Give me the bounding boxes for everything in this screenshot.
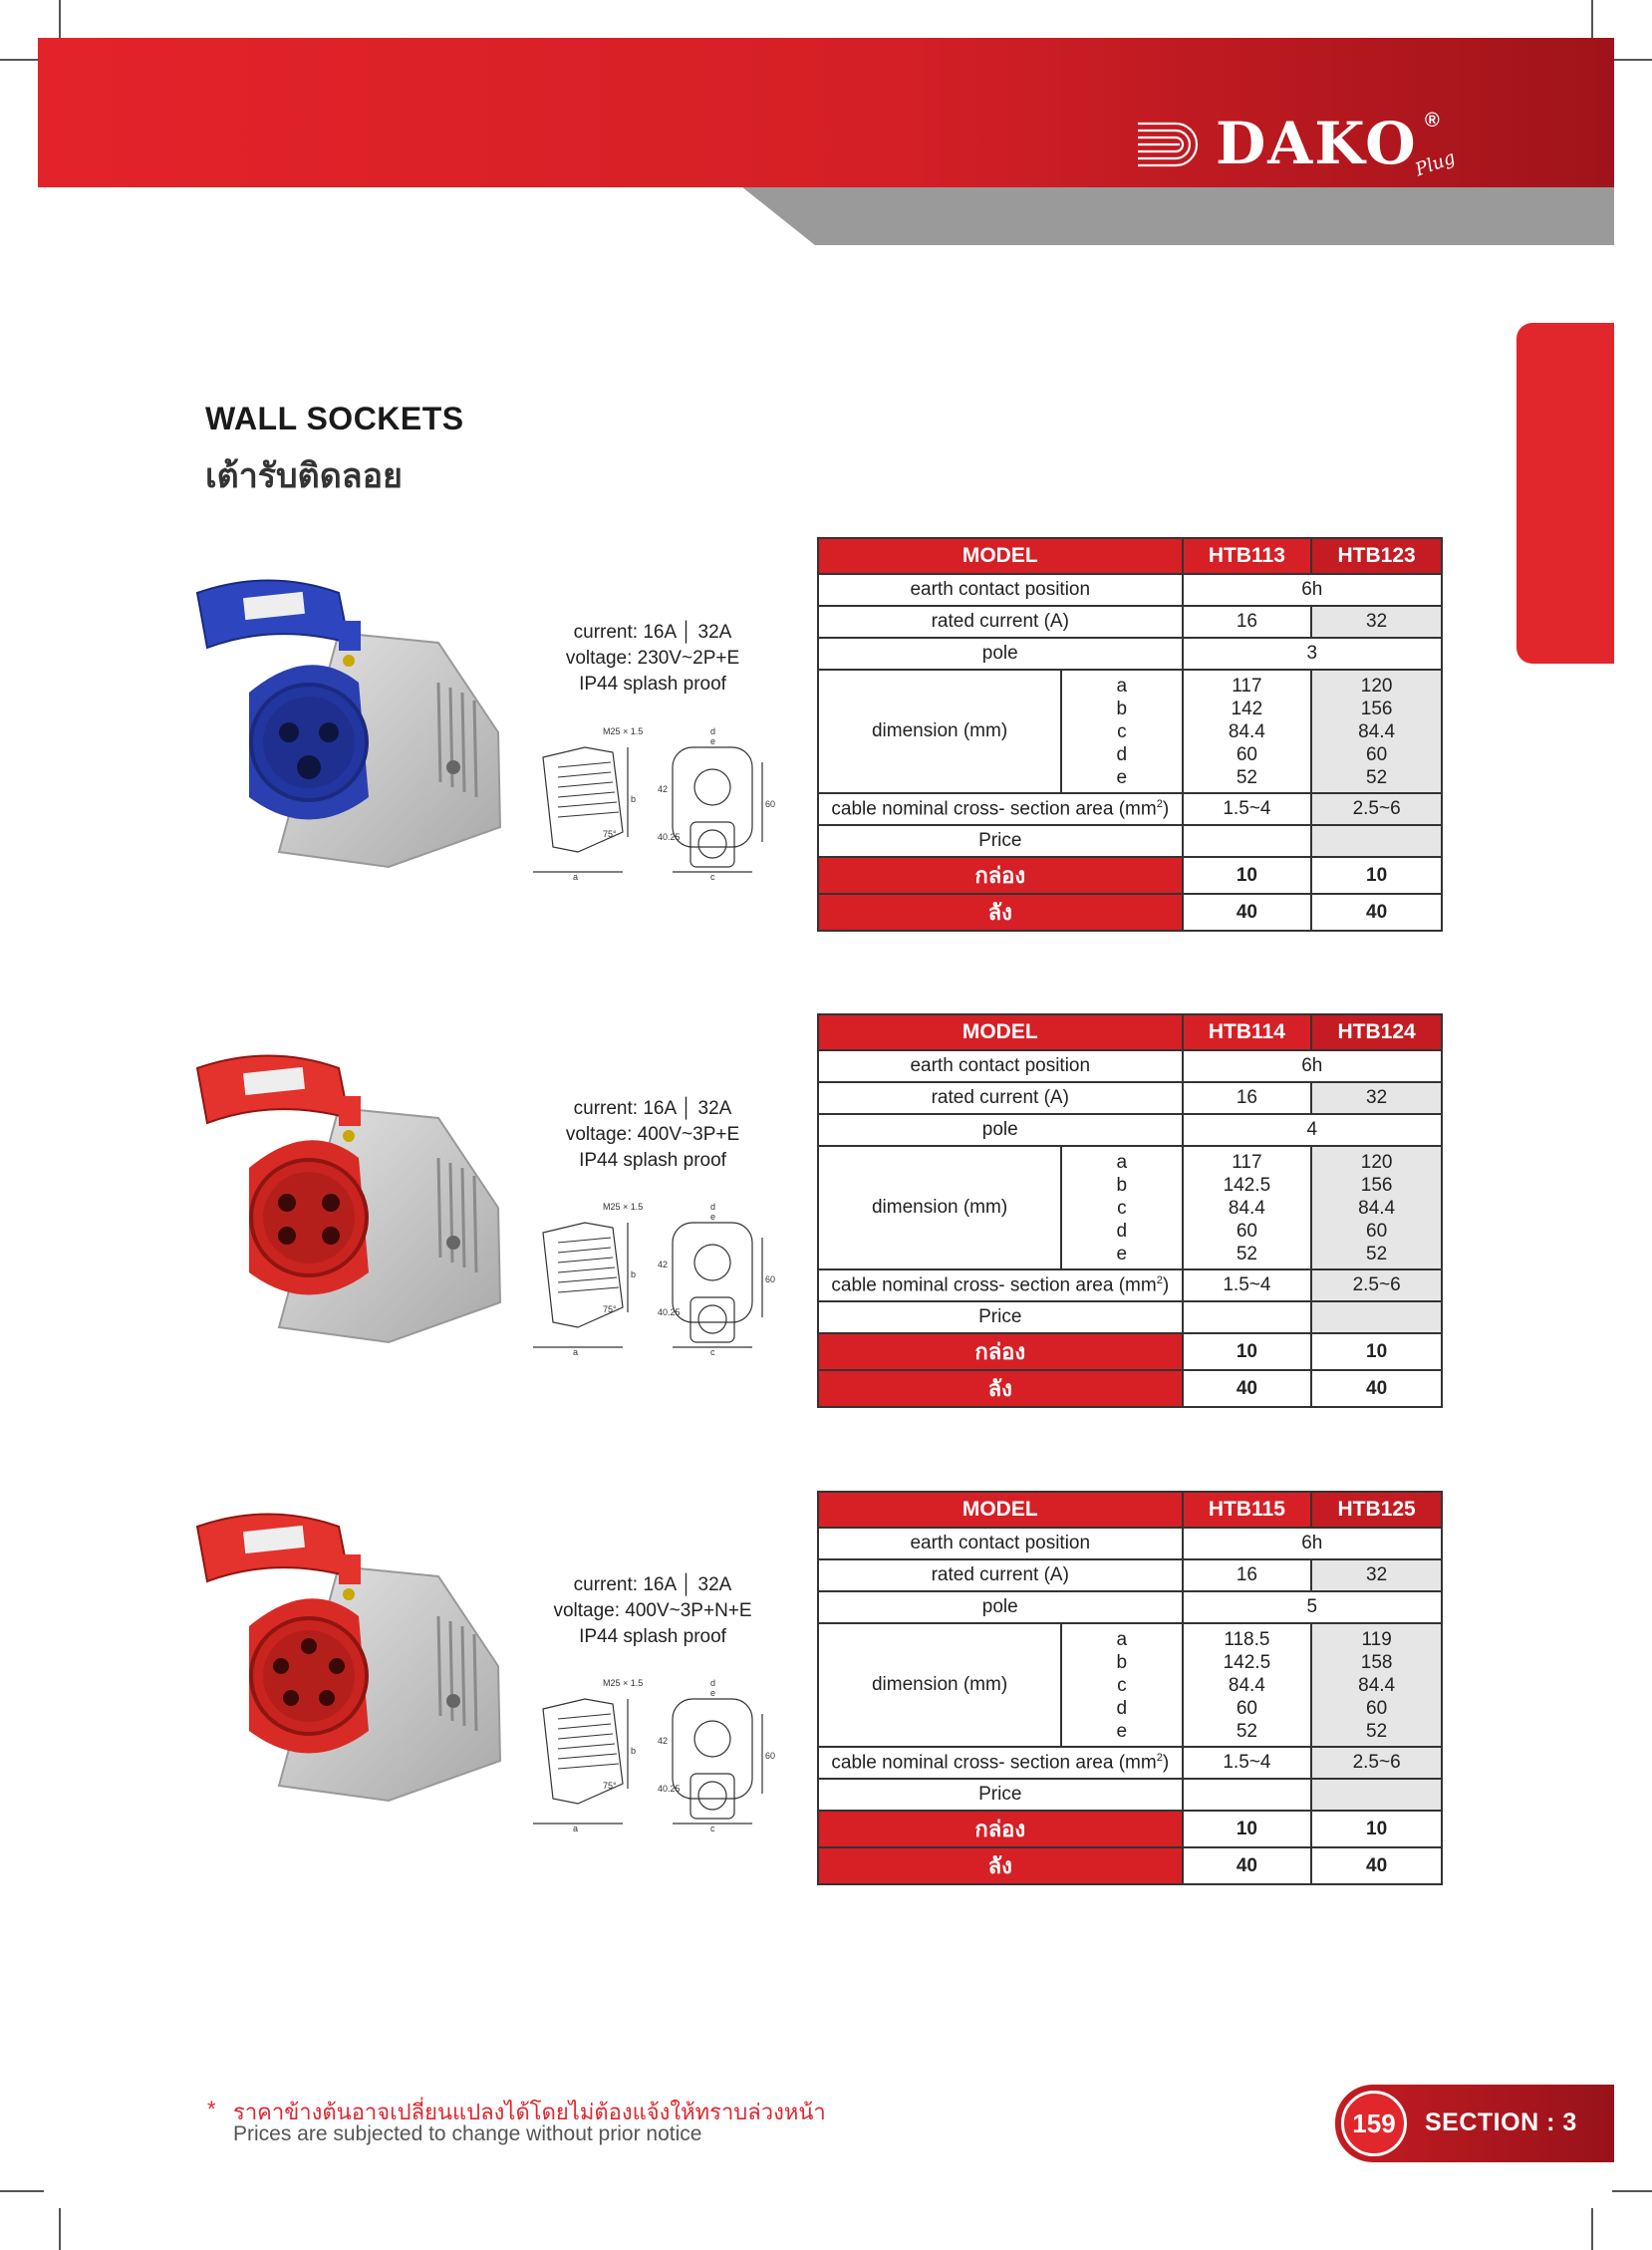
cable-label-close: ) <box>1162 1752 1170 1774</box>
row-label-case: ลัง <box>818 1847 1183 1884</box>
dim-letter: a <box>1116 675 1128 697</box>
footnote-english: Prices are subjected to change without prior notice <box>233 2122 702 2145</box>
drawing-d42-label: 42 <box>658 1260 669 1269</box>
dimension-letters <box>1061 1623 1182 1747</box>
earth-value: 6h <box>1183 1050 1442 1082</box>
drawing-d60-label: 60 <box>765 1274 776 1284</box>
page-title: WALL SOCKETS <box>205 401 464 436</box>
dim-value: 52 <box>1366 766 1388 788</box>
drawing-d40-label: 40.25 <box>658 832 681 842</box>
price-value <box>1183 825 1312 857</box>
row-label-pole: pole <box>818 1114 1183 1146</box>
drawing-d-label: d <box>710 1202 716 1212</box>
row-label-box: กล่อง <box>818 1811 1183 1847</box>
footnote-star: * <box>207 2097 216 2121</box>
dimension-drawing <box>523 1674 776 1833</box>
row-label-rated: rated current (A) <box>818 606 1183 638</box>
case-value: 40 <box>1311 894 1442 931</box>
page-title-thai: เต้ารับติดลอย <box>205 457 403 495</box>
spec-ip: IP44 splash proof <box>579 1626 726 1647</box>
table-row <box>818 638 1442 670</box>
model-name: HTB123 <box>1311 538 1442 574</box>
row-label-cable <box>818 1269 1183 1301</box>
dim-value: 60 <box>1236 743 1257 765</box>
drawing-d40-label: 40.25 <box>658 1784 681 1794</box>
drawing-e-label: e <box>710 736 716 746</box>
rated-value: 16 <box>1183 1082 1312 1114</box>
spec-voltage: voltage: 400V~3P+E <box>565 1124 740 1145</box>
rated-value: 32 <box>1311 1559 1442 1591</box>
box-value: 10 <box>1183 1811 1312 1847</box>
box-value: 10 <box>1183 857 1312 894</box>
spec-table-3 <box>817 1491 1443 1885</box>
case-value: 40 <box>1183 1370 1312 1407</box>
row-label-dimension: dimension (mm) <box>818 670 1061 793</box>
spec-current: current: 16A │ 32A <box>573 622 732 643</box>
dim-value: 60 <box>1236 1697 1257 1719</box>
section-side-tab <box>1516 323 1614 664</box>
crop-mark <box>59 2208 61 2250</box>
logo-tagline: Plug <box>1412 146 1459 181</box>
crop-mark <box>1612 2190 1652 2192</box>
cable-label-text: cable nominal cross- section area (mm <box>831 798 1157 820</box>
dim-value: 142.5 <box>1223 1651 1271 1673</box>
table-row <box>818 1779 1442 1811</box>
dimension-values <box>1311 670 1442 793</box>
table-header-row <box>818 538 1442 574</box>
dim-value: 117 <box>1232 675 1262 697</box>
cable-label-text: cable nominal cross- section area (mm <box>831 1752 1157 1774</box>
row-label-price: Price <box>818 1301 1183 1333</box>
price-value <box>1183 1301 1312 1333</box>
cable-value: 1.5~4 <box>1183 793 1312 825</box>
crop-mark <box>0 2190 44 2192</box>
table-row <box>818 1528 1442 1559</box>
dim-value: 52 <box>1236 1720 1257 1742</box>
dim-value: 52 <box>1366 1720 1388 1742</box>
cable-label-close: ) <box>1162 1274 1170 1296</box>
spec-current: current: 16A │ 32A <box>573 1098 732 1119</box>
row-label-rated: rated current (A) <box>818 1082 1183 1114</box>
case-value: 40 <box>1183 894 1312 931</box>
model-header: MODEL <box>818 1492 1183 1528</box>
cable-value: 2.5~6 <box>1311 1747 1442 1779</box>
table-row <box>818 1333 1442 1370</box>
section-label: SECTION : 3 <box>1425 2109 1577 2136</box>
crop-mark <box>1591 0 1593 40</box>
drawing-a-label: a <box>573 1824 579 1833</box>
header-gray-band <box>38 187 1614 245</box>
drawing-d60-label: 60 <box>765 1751 776 1761</box>
cable-label-sup: 2 <box>1156 1751 1163 1764</box>
dim-value: 84.4 <box>1228 1197 1265 1219</box>
row-label-rated: rated current (A) <box>818 1559 1183 1591</box>
row-label-price: Price <box>818 825 1183 857</box>
spec-table-2 <box>817 1013 1443 1408</box>
drawing-b-label: b <box>631 1269 637 1279</box>
drawing-d-label: d <box>710 1678 716 1688</box>
cable-value: 2.5~6 <box>1311 1269 1442 1301</box>
drawing-d40-label: 40.25 <box>658 1307 681 1317</box>
drawing-angle-label: 75° <box>603 1781 617 1791</box>
dim-letter: a <box>1116 1628 1128 1650</box>
dim-letter: a <box>1116 1151 1128 1173</box>
row-label-case: ลัง <box>818 894 1183 931</box>
rated-value: 16 <box>1183 606 1312 638</box>
table-row <box>818 1559 1442 1591</box>
dim-value: 84.4 <box>1358 720 1396 742</box>
cable-label-sup: 2 <box>1156 1273 1163 1286</box>
cable-value: 1.5~4 <box>1183 1747 1312 1779</box>
dako-logo <box>1136 110 1459 181</box>
spec-ip: IP44 splash proof <box>579 1150 726 1171</box>
box-value: 10 <box>1311 857 1442 894</box>
row-label-pole: pole <box>818 638 1183 670</box>
drawing-e-label: e <box>710 1688 716 1698</box>
drawing-d60-label: 60 <box>765 799 776 809</box>
dim-letter: d <box>1116 1697 1128 1719</box>
dim-value: 52 <box>1236 1243 1257 1265</box>
row-label-box: กล่อง <box>818 857 1183 894</box>
row-label-dimension: dimension (mm) <box>818 1146 1061 1269</box>
price-value <box>1311 1779 1442 1811</box>
dim-value: 52 <box>1236 766 1257 788</box>
table-row <box>818 1747 1442 1779</box>
row-label-cable <box>818 1747 1183 1779</box>
table-row <box>818 1269 1442 1301</box>
dimension-drawing <box>523 1198 776 1357</box>
dim-value: 60 <box>1236 1220 1257 1242</box>
footnote-thai: ราคาข้างต้นอาจเปลี่ยนแปลงได้โดยไม่ต้องแจ้งให้ทราบล่วงหน้า <box>233 2100 826 2124</box>
dim-letter: c <box>1117 720 1127 742</box>
row-label-dimension: dimension (mm) <box>818 1623 1061 1747</box>
dim-value: 118.5 <box>1224 1628 1270 1650</box>
drawing-c-label: c <box>710 1824 715 1833</box>
row-label-earth: earth contact position <box>818 1528 1183 1559</box>
drawing-c-label: c <box>710 872 715 882</box>
logo-lines-icon <box>1136 120 1216 169</box>
dim-value: 142 <box>1231 698 1263 719</box>
model-name: HTB114 <box>1183 1014 1312 1050</box>
cable-label-close: ) <box>1162 798 1170 820</box>
drawing-thread-label: M25 × 1.5 <box>603 1202 644 1212</box>
dimension-values <box>1183 1623 1312 1747</box>
dimension-letters <box>1061 1146 1182 1269</box>
table-row <box>818 825 1442 857</box>
crop-mark <box>1591 2208 1593 2250</box>
spec-ip: IP44 splash proof <box>579 674 726 695</box>
box-value: 10 <box>1311 1811 1442 1847</box>
dim-letter: d <box>1116 743 1128 765</box>
dim-value: 84.4 <box>1228 1674 1265 1696</box>
table-row <box>818 1591 1442 1623</box>
drawing-angle-label: 75° <box>603 829 617 839</box>
dim-value: 158 <box>1360 1651 1393 1673</box>
model-name: HTB115 <box>1183 1492 1312 1528</box>
dim-letter: e <box>1116 1720 1128 1742</box>
row-label-cable <box>818 793 1183 825</box>
dim-letter: e <box>1116 1243 1128 1265</box>
price-value <box>1311 825 1442 857</box>
dimension-values <box>1311 1146 1442 1269</box>
dim-value: 120 <box>1360 1151 1393 1173</box>
dim-letter: c <box>1117 1674 1127 1696</box>
box-value: 10 <box>1311 1333 1442 1370</box>
model-name: HTB113 <box>1183 538 1312 574</box>
drawing-b-label: b <box>631 1746 637 1756</box>
drawing-angle-label: 75° <box>603 1304 617 1314</box>
earth-value: 6h <box>1183 574 1442 606</box>
dimension-values <box>1311 1623 1442 1747</box>
cable-value: 2.5~6 <box>1311 793 1442 825</box>
cable-value: 1.5~4 <box>1183 1269 1312 1301</box>
table-header-row <box>818 1492 1442 1528</box>
model-name: HTB125 <box>1311 1492 1442 1528</box>
table-row <box>818 857 1442 894</box>
pole-value: 4 <box>1183 1114 1442 1146</box>
drawing-thread-label: M25 × 1.5 <box>603 1678 644 1688</box>
table-row <box>818 1811 1442 1847</box>
spec-voltage: voltage: 400V~3P+N+E <box>553 1600 752 1621</box>
rated-value: 16 <box>1183 1559 1312 1591</box>
spec-voltage: voltage: 230V~2P+E <box>565 648 740 669</box>
rated-value: 32 <box>1311 1082 1442 1114</box>
product-specs <box>533 1096 772 1174</box>
dim-value: 156 <box>1360 698 1393 719</box>
table-row <box>818 1370 1442 1407</box>
rated-value: 32 <box>1311 606 1442 638</box>
product-photo-htb113 <box>189 573 508 872</box>
model-header: MODEL <box>818 538 1183 574</box>
dim-value: 60 <box>1366 1697 1388 1719</box>
dim-value: 120 <box>1360 675 1393 697</box>
drawing-e-label: e <box>710 1212 716 1222</box>
case-value: 40 <box>1311 1370 1442 1407</box>
price-value <box>1183 1779 1312 1811</box>
table-row <box>818 1050 1442 1082</box>
dim-value: 142.5 <box>1223 1174 1271 1196</box>
product-photo-htb114 <box>189 1048 508 1347</box>
drawing-thread-label: M25 × 1.5 <box>603 726 644 736</box>
earth-value: 6h <box>1183 1528 1442 1559</box>
table-row <box>818 1114 1442 1146</box>
model-name: HTB124 <box>1311 1014 1442 1050</box>
drawing-b-label: b <box>631 794 637 804</box>
row-label-box: กล่อง <box>818 1333 1183 1370</box>
crop-mark <box>1612 59 1652 61</box>
dim-letter: d <box>1116 1220 1128 1242</box>
dim-value: 119 <box>1361 1628 1392 1650</box>
dim-letter: b <box>1116 698 1128 719</box>
table-row <box>818 1301 1442 1333</box>
table-row-dimension <box>818 670 1442 793</box>
dim-value: 156 <box>1360 1174 1393 1196</box>
dim-value: 84.4 <box>1358 1674 1396 1696</box>
pole-value: 3 <box>1183 638 1442 670</box>
dim-value: 60 <box>1366 1220 1388 1242</box>
table-row-dimension <box>818 1146 1442 1269</box>
dim-value: 60 <box>1366 743 1388 765</box>
spec-current: current: 16A │ 32A <box>573 1574 732 1595</box>
table-row <box>818 793 1442 825</box>
table-row <box>818 1847 1442 1884</box>
cable-label-sup: 2 <box>1156 797 1163 810</box>
dimension-letters <box>1061 670 1182 793</box>
dim-value: 52 <box>1366 1243 1388 1265</box>
dimension-values <box>1183 1146 1312 1269</box>
dimension-drawing <box>523 722 776 882</box>
table-header-row <box>818 1014 1442 1050</box>
price-value <box>1311 1301 1442 1333</box>
drawing-a-label: a <box>573 872 579 882</box>
drawing-d42-label: 42 <box>658 1736 669 1746</box>
row-label-earth: earth contact position <box>818 574 1183 606</box>
product-specs <box>533 1572 772 1650</box>
logo-registered: ® <box>1425 110 1440 132</box>
table-row-dimension <box>818 1623 1442 1747</box>
dimension-values <box>1183 670 1312 793</box>
dim-letter: b <box>1116 1174 1128 1196</box>
table-row <box>818 894 1442 931</box>
dim-value: 84.4 <box>1228 720 1265 742</box>
dim-value: 117 <box>1232 1151 1262 1173</box>
dim-letter: e <box>1116 766 1128 788</box>
case-value: 40 <box>1183 1847 1312 1884</box>
dim-value: 84.4 <box>1358 1197 1396 1219</box>
drawing-d-label: d <box>710 726 716 736</box>
box-value: 10 <box>1183 1333 1312 1370</box>
table-row <box>818 606 1442 638</box>
row-label-earth: earth contact position <box>818 1050 1183 1082</box>
case-value: 40 <box>1311 1847 1442 1884</box>
dim-letter: c <box>1117 1197 1127 1219</box>
cable-label-text: cable nominal cross- section area (mm <box>831 1274 1157 1296</box>
product-specs <box>533 620 772 698</box>
dim-letter: b <box>1116 1651 1128 1673</box>
drawing-a-label: a <box>573 1347 579 1357</box>
spec-table-1 <box>817 537 1443 932</box>
model-header: MODEL <box>818 1014 1183 1050</box>
page-number: 159 <box>1341 2091 1407 2156</box>
row-label-price: Price <box>818 1779 1183 1811</box>
drawing-d42-label: 42 <box>658 784 669 794</box>
product-photo-htb115 <box>189 1507 508 1806</box>
row-label-case: ลัง <box>818 1370 1183 1407</box>
row-label-pole: pole <box>818 1591 1183 1623</box>
logo-wordmark: DAKO <box>1216 110 1418 177</box>
drawing-c-label: c <box>710 1347 715 1357</box>
table-row <box>818 574 1442 606</box>
pole-value: 5 <box>1183 1591 1442 1623</box>
crop-mark <box>59 0 61 40</box>
table-row <box>818 1082 1442 1114</box>
